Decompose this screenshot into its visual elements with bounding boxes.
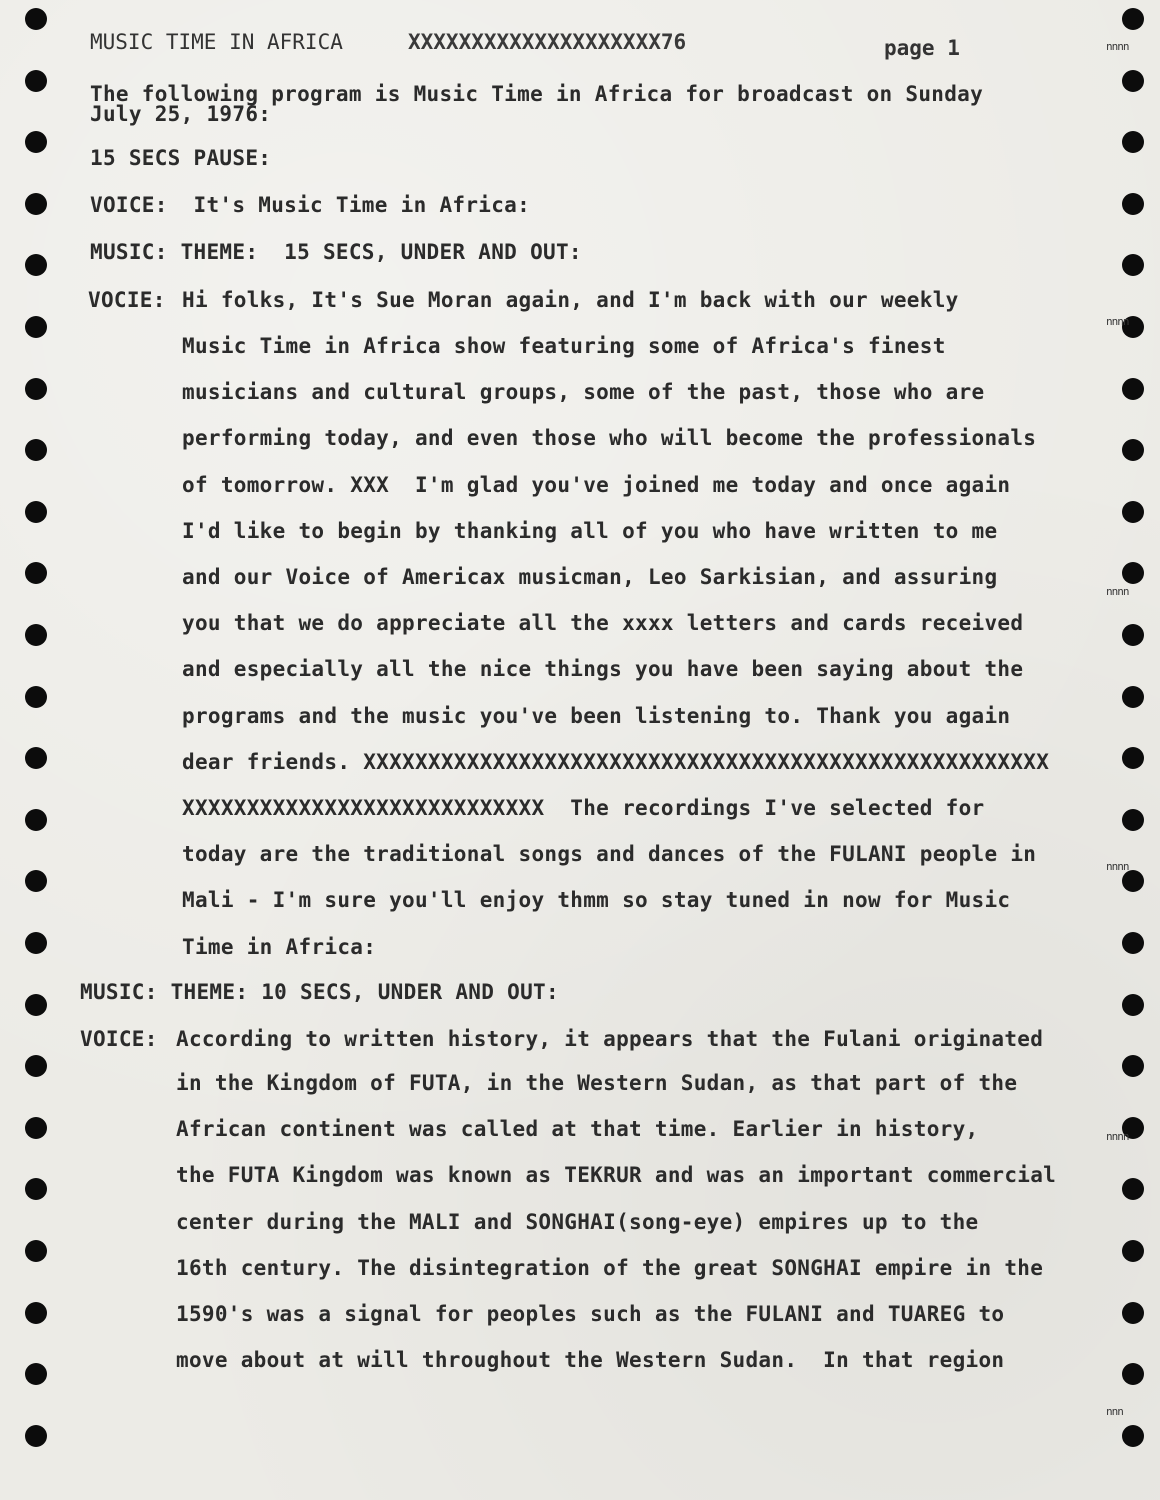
feed-hole bbox=[25, 932, 47, 954]
intro-line: The following program is Music Time in Africa for broadcast on Sunday bbox=[90, 82, 984, 106]
perforation-mark: nnnn bbox=[1106, 1130, 1129, 1143]
feed-hole bbox=[1122, 1363, 1144, 1385]
script-line: today are the traditional songs and dances of the FULANI people in bbox=[182, 842, 1037, 867]
feed-hole bbox=[1122, 686, 1144, 708]
voice-label: VOICE: bbox=[80, 1027, 158, 1051]
script-line: programs and the music you've been listening to. Thank you again bbox=[182, 703, 1011, 728]
feed-hole bbox=[25, 316, 47, 338]
cue-music-theme: MUSIC: THEME: 15 SECS, UNDER AND OUT: bbox=[90, 240, 582, 264]
perforation-mark: nnnn bbox=[1106, 585, 1129, 598]
script-line: and our Voice of Americax musicman, Leo Sarkisian, and assuring bbox=[182, 565, 998, 589]
feed-hole bbox=[25, 870, 47, 892]
feed-hole bbox=[1122, 562, 1144, 584]
script-line: Music Time in Africa show featuring some of Africa's finest bbox=[182, 334, 946, 358]
perforation-mark: nnn bbox=[1106, 1405, 1123, 1418]
feed-hole bbox=[25, 70, 47, 92]
feed-hole bbox=[1122, 254, 1144, 276]
script-line: musicians and cultural groups, some of the past, those who are bbox=[182, 380, 985, 405]
script-line: in the Kingdom of FUTA, in the Western Sudan, as that part of the bbox=[176, 1071, 1018, 1095]
feed-hole bbox=[1122, 131, 1144, 153]
cue-voice: VOICE: It's Music Time in Africa: bbox=[90, 193, 531, 217]
feed-hole bbox=[25, 378, 47, 400]
feed-hole bbox=[1122, 70, 1144, 92]
feed-hole bbox=[1122, 747, 1144, 769]
script-line: move about at will throughout the Western Sudan. In that region bbox=[176, 1348, 1005, 1373]
feed-hole bbox=[25, 1117, 47, 1139]
script-line: Time in Africa: bbox=[182, 934, 377, 959]
feed-hole bbox=[1122, 193, 1144, 215]
script-line: Mali - I'm sure you'll enjoy thmm so stay tuned in now for Music bbox=[182, 888, 1011, 913]
perforation-mark: nnnn bbox=[1106, 315, 1129, 328]
script-line: 1590's was a signal for peoples such as the FULANI and TUAREG to bbox=[176, 1302, 1005, 1326]
page-number: page 1 bbox=[884, 36, 960, 60]
feed-hole bbox=[1122, 501, 1144, 523]
feed-hole bbox=[1122, 439, 1144, 461]
feed-hole bbox=[25, 254, 47, 276]
feed-hole bbox=[25, 439, 47, 461]
feed-hole bbox=[1122, 8, 1144, 30]
script-line: African continent was called at that time. Earlier in history, bbox=[176, 1117, 979, 1142]
feed-hole bbox=[1122, 809, 1144, 831]
cue-music-theme: MUSIC: THEME: 10 SECS, UNDER AND OUT: bbox=[80, 980, 559, 1004]
script-line: center during the MALI and SONGHAI(song-eye) empires up to the bbox=[176, 1209, 979, 1234]
feed-hole bbox=[25, 747, 47, 769]
script-line: XXXXXXXXXXXXXXXXXXXXXXXXXXXX The recordings I've selected for bbox=[182, 796, 985, 820]
script-line: you that we do appreciate all the xxxx letters and cards received bbox=[182, 611, 1024, 636]
script-line: I'd like to begin by thanking all of you who have written to me bbox=[182, 518, 998, 543]
feed-hole bbox=[25, 994, 47, 1016]
feed-hole bbox=[1122, 1302, 1144, 1324]
intro-line: July 25, 1976: bbox=[90, 102, 272, 126]
feed-hole bbox=[25, 1240, 47, 1262]
voice-label: VOCIE: bbox=[88, 288, 166, 312]
feed-hole bbox=[1122, 870, 1144, 892]
script-line: Hi folks, It's Sue Moran again, and I'm back with our weekly bbox=[182, 288, 959, 312]
feed-hole bbox=[25, 1178, 47, 1200]
script-line: of tomorrow. XXX I'm glad you've joined me today and once again bbox=[182, 472, 1011, 497]
feed-hole bbox=[25, 1302, 47, 1324]
feed-hole bbox=[1122, 624, 1144, 646]
struck-out-text: XXXXXXXXXXXXXXXXXXXX76 bbox=[408, 30, 687, 54]
script-line: and especially all the nice things you have been saying about the bbox=[182, 657, 1024, 682]
script-line: the FUTA Kingdom was known as TEKRUR and was an important commercial bbox=[176, 1163, 1057, 1188]
script-line: dear friends. XXXXXXXXXXXXXXXXXXXXXXXXXXXXXXXXXXXXXXXXXXXXXXXXXXXXX bbox=[182, 749, 1050, 774]
feed-hole bbox=[25, 1055, 47, 1077]
feed-hole bbox=[25, 809, 47, 831]
feed-hole bbox=[1122, 1240, 1144, 1262]
program-title: MUSIC TIME IN AFRICA bbox=[90, 30, 343, 54]
feed-hole bbox=[1122, 932, 1144, 954]
perforation-mark: nnnn bbox=[1106, 40, 1129, 53]
script-line: performing today, and even those who will become the professionals bbox=[182, 426, 1037, 451]
script-line: According to written history, it appears that the Fulani originated bbox=[176, 1027, 1044, 1051]
feed-hole bbox=[25, 8, 47, 30]
feed-hole bbox=[1122, 994, 1144, 1016]
cue-pause: 15 SECS PAUSE: bbox=[90, 146, 272, 170]
feed-hole bbox=[25, 193, 47, 215]
feed-hole bbox=[25, 1363, 47, 1385]
feed-hole bbox=[25, 624, 47, 646]
feed-hole bbox=[1122, 1055, 1144, 1077]
perforation-mark: nnnn bbox=[1106, 860, 1129, 873]
feed-hole bbox=[1122, 378, 1144, 400]
script-line: 16th century. The disintegration of the great SONGHAI empire in the bbox=[176, 1255, 1044, 1280]
feed-hole bbox=[25, 501, 47, 523]
feed-hole bbox=[1122, 1178, 1144, 1200]
feed-hole bbox=[25, 562, 47, 584]
feed-hole bbox=[25, 686, 47, 708]
feed-hole bbox=[25, 1425, 47, 1447]
feed-hole bbox=[25, 131, 47, 153]
feed-hole bbox=[1122, 1425, 1144, 1447]
